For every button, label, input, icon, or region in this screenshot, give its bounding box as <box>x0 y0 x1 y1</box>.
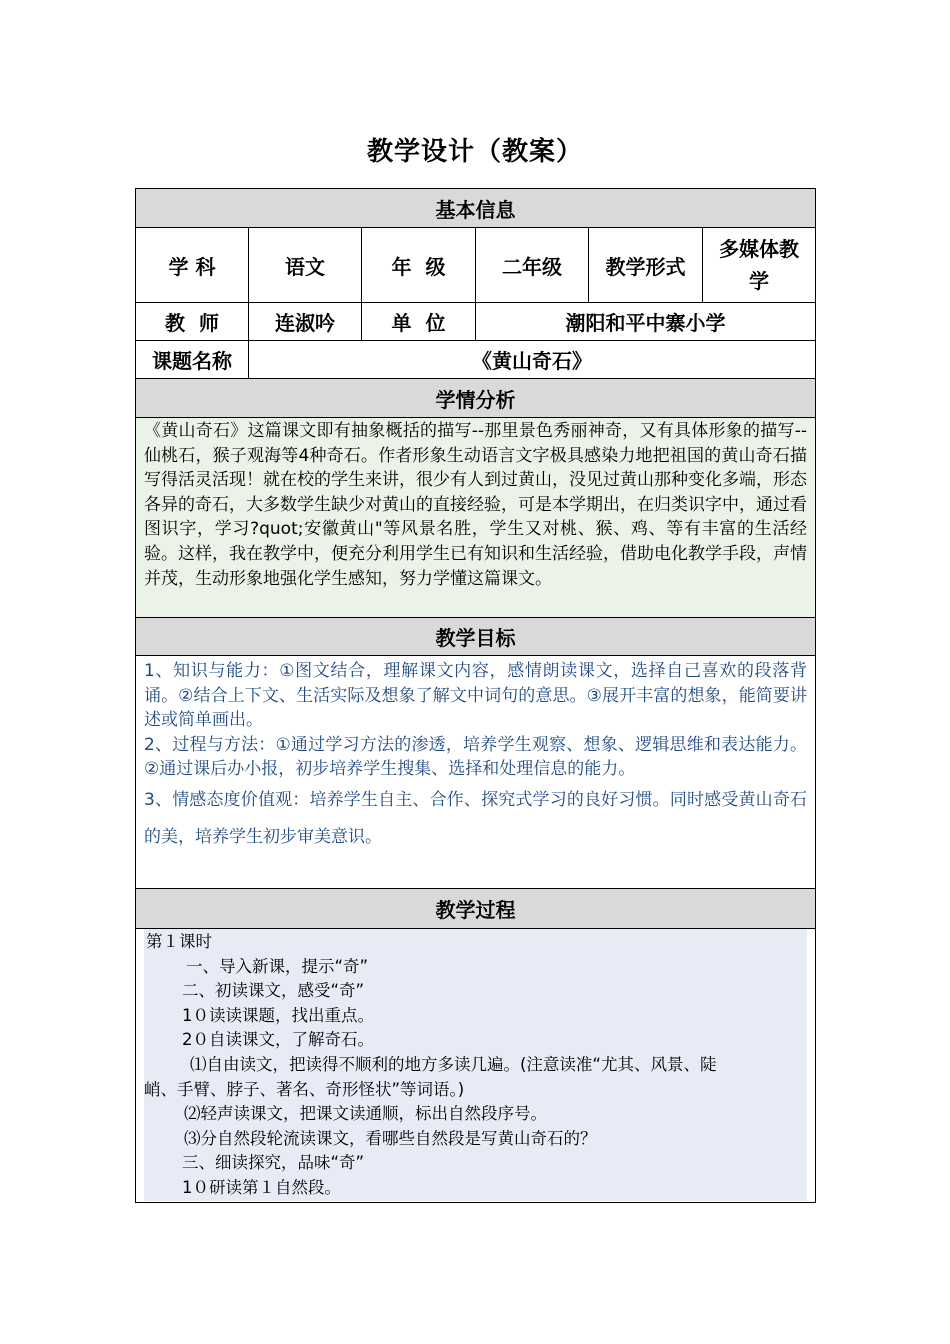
process-line: 峭、手臂、脖子、著名、奇形怪状”等词语。) <box>144 1079 465 1099</box>
form-label: 教学形式 <box>589 228 703 303</box>
goal-knowledge: 1、知识与能力：①图文结合，理解课文内容，感情朗读课文，选择自己喜欢的段落背诵。②结合上下文、生活实际及想象了解文中词句的意思。③展开丰富的想象，能简要讲述或简单画出。 <box>144 661 807 731</box>
process-line: 2０自读课文，了解奇石。 <box>182 1030 374 1050</box>
process-line: ⑵轻声读课文，把课文读通顺，标出自然段序号。 <box>184 1104 547 1124</box>
unit-label: 单 位 <box>362 303 476 341</box>
basic-info-heading: 基本信息 <box>136 189 816 228</box>
process-line: 1０读读课题，找出重点。 <box>182 1005 374 1025</box>
goals-content <box>136 656 816 889</box>
process-line: 第１课时 <box>146 932 212 951</box>
topic-value: 《黄山奇石》 <box>249 341 816 379</box>
subject-label: 学 科 <box>136 228 249 303</box>
goal-emotion: 3、情感态度价值观：培养学生自主、合作、探究式学习的良好习惯。同时感受黄山奇石的美，培养学生初步审美意识。 <box>144 789 807 847</box>
goal-process: 2、过程与方法：①通过学习方法的渗透，培养学生观察、想象、逻辑思维和表达能力。②通过课后办小报，初步培养学生搜集、选择和处理信息的能力。 <box>144 734 807 780</box>
document-title: 教学设计（教案） <box>366 137 583 167</box>
topic-label: 课题名称 <box>136 341 249 379</box>
analysis-text: 《黄山奇石》这篇课文即有抽象概括的描写--那里景色秀丽神奇，又有具体形象的描写--仙桃石，猴子观海等4种奇石。作者形象生动语言文字极具感染力地把祖国的黄山奇石描写得活灵活现！就在校的学生来讲，很少有人到过黄山，没见过黄山那种变化多端，形态各异的奇石，大多数学生缺少对黄山的直接经验，可是本学期出，在归类识字中，通过看图识字，学习?quot;安徽黄山"等风景名胜，学生又对桃、猴、鸡、等有丰富的生活经验。这样，我在教学中，便充分利用学生已有知识和生活经验，借助电化教学手段，声情并茂，生动形象地强化学生感知，努力学懂这篇课文。 <box>136 418 816 618</box>
process-lines <box>144 929 807 1201</box>
form-value-line1: 多媒体教 <box>719 237 799 261</box>
analysis-heading: 学情分析 <box>136 379 816 418</box>
grade-value: 二年级 <box>476 228 589 303</box>
teacher-value: 连淑吟 <box>249 303 362 341</box>
process-content <box>136 929 816 1203</box>
form-value-line2: 学 <box>749 269 769 293</box>
form-value <box>703 228 816 303</box>
grade-label: 年 级 <box>362 228 476 303</box>
unit-value: 潮阳和平中寨小学 <box>476 303 816 341</box>
process-line: 1０研读第１自然段。 <box>182 1177 341 1197</box>
process-line: ⑶分自然段轮流读课文，看哪些自然段是写黄山奇石的？ <box>184 1128 597 1148</box>
goals-heading: 教学目标 <box>136 618 816 656</box>
lesson-plan-table <box>135 188 816 1203</box>
teacher-label: 教 师 <box>136 303 249 341</box>
process-line: 二、初读课文，感受“奇” <box>182 981 365 1001</box>
process-line: 三、细读探究，品味“奇” <box>182 1153 365 1173</box>
subject-value: 语文 <box>249 228 362 303</box>
process-heading: 教学过程 <box>136 889 816 929</box>
process-line: 一、导入新课，提示“奇” <box>186 956 369 976</box>
process-line: ⑴自由读文，把读得不顺利的地方多读几遍。(注意读准“尤其、风景、陡 <box>190 1054 717 1074</box>
